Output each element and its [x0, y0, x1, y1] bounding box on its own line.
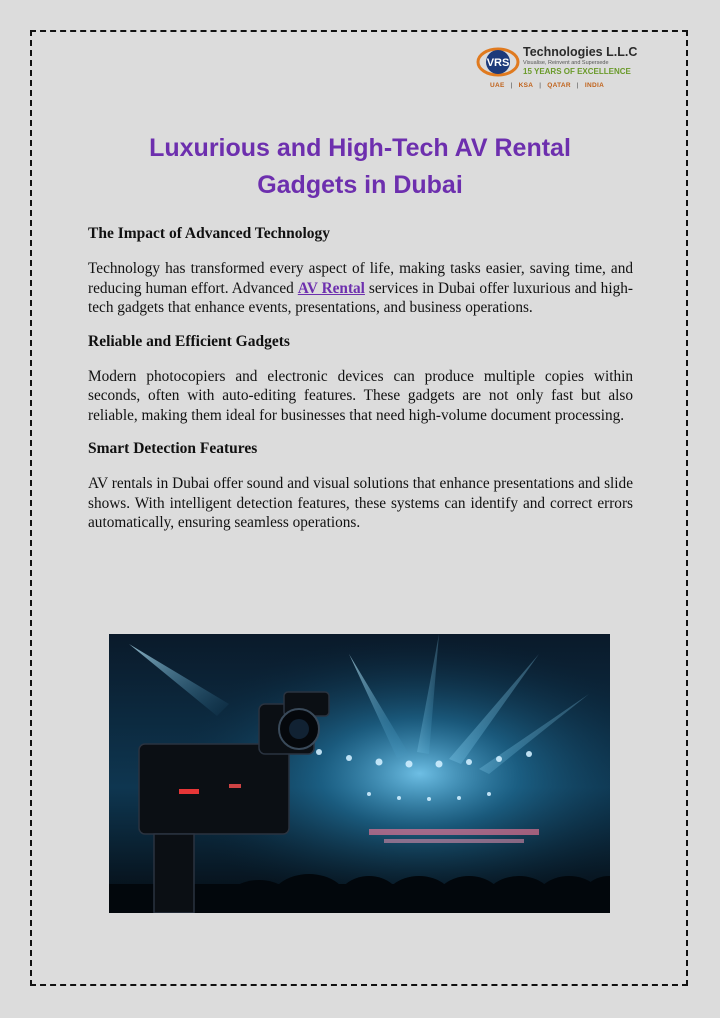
company-logo [476, 42, 646, 92]
section-heading-detection: Smart Detection Features [88, 440, 258, 457]
country-ksa: KSA [518, 82, 534, 89]
title-line-2: Gadgets in Dubai [257, 171, 463, 199]
vrs-logo-icon [476, 44, 520, 80]
svg-text:VRS: VRS [486, 57, 510, 69]
article-body [88, 224, 633, 547]
logo-tagline: Visualise, Reinvent and Supersede [523, 60, 609, 66]
av-rental-link[interactable]: AV Rental [297, 279, 365, 297]
title-line-1: Luxurious and High-Tech AV Rental [149, 134, 571, 162]
section-paragraph-reliable: Modern photocopiers and electronic devices can produce multiple copies within seconds, often with auto-editing features. These gadgets are not only fast but also reliable, making them ideal for businesses that need high-volume document processing. [88, 367, 633, 424]
section-paragraph-impact: Technology has transformed every aspect of life, making tasks easier, saving time, and reducing human effort. Advanced AV Rental services in Dubai offer luxurious and high-tech gadgets that enhance events, presentations, and business operations. [88, 260, 633, 316]
logo-country-list: UAE | KSA | QATAR | INDIA [490, 82, 605, 89]
country-qatar: QATAR [547, 82, 571, 89]
concert-camera-photo [109, 634, 610, 913]
country-uae: UAE [490, 82, 505, 89]
section-heading-reliable: Reliable and Efficient Gadgets [88, 332, 290, 350]
country-india: INDIA [584, 82, 605, 89]
page-title [88, 130, 632, 204]
section-paragraph-detection: AV rentals in Dubai offer sound and visual solutions that enhance presentations and slide shows. With intelligent detection features, these systems can identify and correct errors automatically, ensuring seamless operations. [88, 475, 633, 531]
logo-company-name: Technologies L.L.C [523, 45, 638, 59]
logo-years-badge: 15 YEARS OF EXCELLENCE [523, 67, 631, 76]
section-heading-impact: The Impact of Advanced Technology [88, 225, 331, 242]
